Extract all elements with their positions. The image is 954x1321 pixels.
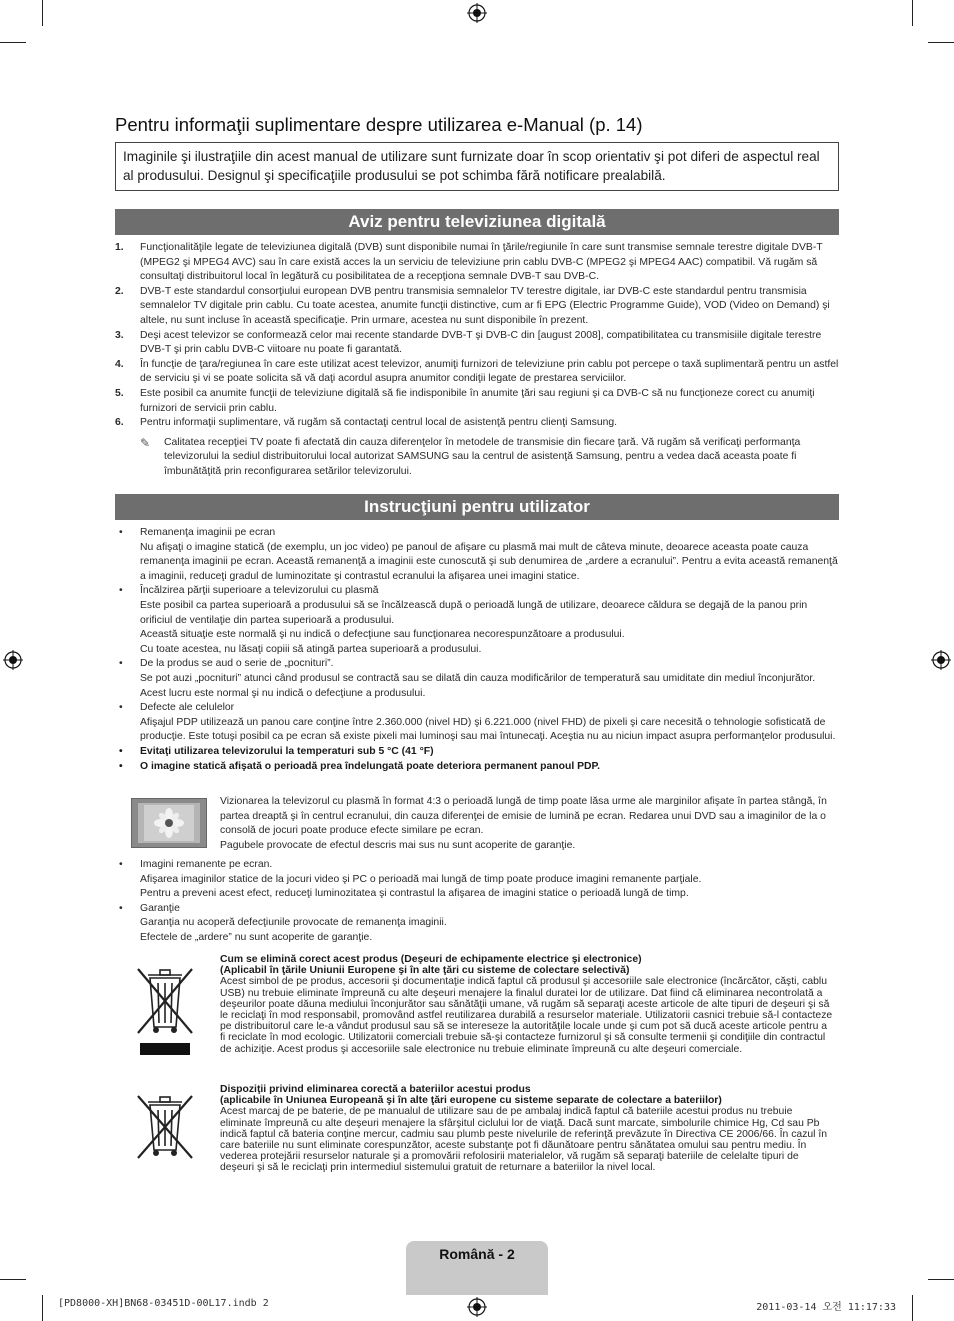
crop-mark <box>42 0 43 26</box>
disclaimer-box: Imaginile şi ilustraţiile din acest manual de utilizare sunt furnizate doar în scop orientativ şi pot diferi de aspectul real al produsului. Designul şi specificaţiile produsului se pot schimba fără notificare prealabilă. <box>115 142 839 191</box>
list-item: • Defecte ale celulelor Afişajul PDP utilizează un panou care conţine între 2.360.000 (nivel HD) şi 6.221.000 (nivel FHD) de pixeli şi care necesită o tehnologie sofisticată de producţie. Este totuşi posibil ca pe ecran să existe pixeli mai luminoşi sau mai întunecaţi. Aceştia nu au niciun impact asupra performanţelor produsului. <box>119 702 836 743</box>
list-item: 2. DVB-T este standardul consorţiului european DVB pentru transmisia semnalelor TV terestre digitale, iar DVB-C este standardul pentru transmisia semnalelor TV digitale prin cablu. Cu toate acestea, anumite funcţii distinctive, cum ar fi EPG (Electric Programme Guide), VOD (Video on Demand) şi altele, nu sunt incluse în această specificaţie. Prin urmare, acestea nu sunt disponibile în prezent. <box>115 285 830 326</box>
tv-screen-illustration-icon <box>131 798 207 848</box>
list-item: 4. În funcţie de ţara/regiunea în care este utilizat acest televizor, anumiţi furnizori de televiziune prin cablu pot percepe o taxă suplimentară pentru un astfel de serviciu şi vi se poate solicita să vă daţi acordul asupra anumitor condiţii legate de prestarea serviciilor. <box>115 358 839 385</box>
memo-pencil-icon: ✎ <box>140 435 151 450</box>
list-item: • De la produs se aud o serie de „pocnituri”. Se pot auzi „pocnituri” atunci când produsul se contractă sau se dilată din cauza modificărilor de temperatură sau umiditate din mediul înconjurător. Acest lucru este normal şi nu indică o defecţiune a produsului. <box>119 658 816 699</box>
crop-mark <box>928 1279 954 1280</box>
crop-mark <box>0 42 26 43</box>
section-banner-user-instructions: Instrucţiuni pentru utilizator <box>115 494 839 520</box>
page-heading: Pentru informaţii suplimentare despre utilizarea e-Manual (p. 14) <box>115 114 643 135</box>
list-item: • Imagini remanente pe ecran. Afişarea imaginilor statice de la jocuri video şi PC o perioadă mai lungă de timp poate produce imagini remanente parţiale. Pentru a preveni acest efect, reduceţi luminozitatea şi contrastul la afişarea de imagini statice o perioadă lungă de timp. <box>119 859 702 900</box>
crop-mark <box>912 1295 913 1321</box>
tv-format-note: Vizionarea la televizorul cu plasmă în format 4:3 o perioadă lungă de timp poate lăsa urme ale marginilor afişate în partea stângă, în partea dreaptă şi în centrul ecranului, din cauza diferenţei de emisie de lumină pe ecran. Redarea unui DVD sau a imaginilor de la o consolă de jocuri poate produce efecte similare pe ecran. Pagubele provocate de efectul descris mai sus nu sunt acoperite de garanţie. <box>220 796 827 851</box>
reception-note: ✎ Calitatea recepţiei TV poate fi afectată din cauza diferenţelor în metodele de transmisie din fiecare ţară. Vă rugăm să verificaţi performanţa televizorului la sediul distribuitorului local autorizat SAMSUNG sau la centrul de asistenţă Samsung, pentru a vedea dacă aceasta poate fi îmbunătăţită prin reconfigurarea setărilor televizorului. <box>140 436 839 480</box>
crop-mark <box>42 1295 43 1321</box>
user-instructions-list <box>115 526 839 774</box>
list-item: • Garanţie Garanţia nu acoperă defecţiunile provocate de remanenţa imaginii. Efectele de „ardere” nu sunt acoperite de garanţie. <box>119 902 447 943</box>
weee-disposal-text: Cum se elimină corect acest produs (Deşeuri de echipamente electrice şi electronice) (Aplicabil în ţările Uniunii Europene şi în alte ţări cu sisteme de colectare selectivă) Acest simbol de pe produs, accesorii şi documentaţie indică faptul că produsul şi accesoriile sale electronice (încărcător, căşti, cablu USB) nu trebuie eliminate împreună cu alte deşeuri menajere la finalul duratei lor de utilizare. Dat fiind că eliminarea necontrolată a deşeurilor poate dăuna mediului înconjurător sau sănătăţii umane, vă rugăm să separaţi aceste articole de alte tipuri de deşeuri şi să le reciclaţi în mod responsabil, promovând astfel reutilizarea durabilă a resurselor materiale. Utilizatorii casnici trebuie să-l contacteze pe distribuitorul care le-a vândut produsul sau să se intereseze la autorităţile locale unde şi cum pot să ducă aceste articole pentru a fi reciclate în mod ecologic. Utilizatorii comerciali trebuie să-şi contacteze furnizorul şi să consulte termenii şi condiţiile din contractul de achiziţie. Acest produs şi accesoriile sale electronice nu trebuie eliminate împreună cu alte deşeuri comerciale. <box>220 954 833 1055</box>
list-item: • Încălzirea părţii superioare a televizorului cu plasmă Este posibil ca partea superioară a produsului să se încălzească după o perioadă lungă de utilizare, deoarece căldura se degajă de la panou prin orificiul de ventilaţie din partea superioară a produsului. Această situaţie este normală şi nu indică o defecţiune sau funcţionarea necorespunzătoare a produsului. Cu toate acestea, nu lăsaţi copiii să atingă partea superioară a produsului. <box>119 585 808 655</box>
crop-mark <box>928 42 954 43</box>
crossed-out-bin-icon <box>134 963 196 1057</box>
list-item: 5. Este posibil ca anumite funcţii de televiziune digitală să fie indisponibile în anumite ţări sau regiuni şi ca DVB-C să nu funcţioneze corect cu anumiţi furnizori de servicii prin cablu. <box>115 387 815 414</box>
list-item: 1. Funcţionalităţile legate de televiziunea digitală (DVB) sunt disponibile numai în ţările/regiunile în care sunt transmise semnale terestre digitale DVB-T (MPEG2 şi MPEG4 AVC) sau în care există acces la un serviciu de televiziune prin cablu DVB-C (MPEG2 şi MPEG4 AAC) compatibil. Vă rugăm să consultaţi distribuitorul local în legătură cu posibilitatea de a recepţiona semnale DVB-T sau DVB-C. <box>115 242 823 283</box>
list-item: • O imagine statică afişată o perioadă prea îndelungată poate deteriora permanent panoul PDP. <box>119 760 601 772</box>
registration-mark-icon <box>467 1297 487 1317</box>
section-banner-digital-tv: Aviz pentru televiziunea digitală <box>115 209 839 235</box>
list-item: 3. Deşi acest televizor se conformează celor mai recente standarde DVB-T şi DVB-C din [august 2008], compatibilitatea cu transmisiile digitale terestre DVB-T şi prin cablu DVB-C viitoare nu poate fi garantată. <box>115 329 822 356</box>
battery-disposal-text: Dispoziţii privind eliminarea corectă a bateriilor acestui produs (aplicabile în Uniunea Europeană şi în alte ţări europene cu sisteme separate de colectare a bateriilor) Acest marcaj de pe baterie, de pe manualul de utilizare sau de pe ambalaj indică faptul că bateriile acestui produs nu trebuie eliminate împreună cu alte deşeuri menajere la sfârşitul ciclului lor de viaţă. Dacă sunt marcate, simbolurile chimice Hg, Cd sau Pb indică faptul că bateria conţine mercur, cadmiu sau plumb peste nivelurile de referinţă prevăzute în Directiva CE 2006/66. În cazul în care bateriile nu sunt eliminate corespunzător, aceste substanţe pot fi dăunătoare pentru sănătatea omului sau pentru mediu. În vederea protejării resurselor naturale şi a promovării refolosirii materialelor, vă rugăm să separaţi bateriile de celelalte tipuri de deşeuri şi să le reciclaţi prin intermediul sistemului gratuit de returnare a bateriilor la nivel local. <box>220 1084 828 1174</box>
list-item: • Evitaţi utilizarea televizorului la temperaturi sub 5 °C (41 °F) <box>119 745 434 757</box>
crossed-out-battery-bin-icon <box>134 1092 196 1162</box>
page-number: Română - 2 <box>439 1246 515 1262</box>
crop-mark <box>0 1279 26 1280</box>
list-item: 6. Pentru informaţii suplimentare, vă rugăm să contactaţi centrul local de asistenţă pentru clienţi Samsung. <box>115 417 618 429</box>
list-item: • Remanenţa imaginii pe ecran Nu afişaţi o imagine statică (de exemplu, un joc video) pe panoul de afişare cu plasmă mai mult de câteva minute, deoarece aceasta poate cauza remanenţa imaginii pe ecran. Această remanenţă a imaginii este cunoscută şi sub denumirea de „ardere a ecranului”. Pentru a evita această remanenţă a imaginii, reduceţi gradul de luminozitate şi contrastul ecranului la afişarea unei imagini statice. <box>119 527 838 582</box>
user-instructions-list-2 <box>115 858 839 946</box>
registration-mark-icon <box>3 650 23 670</box>
digital-notice-list <box>115 241 839 480</box>
print-file-info: [PD8000-XH]BN68-03451D-00L17.indb 2 <box>58 1298 269 1309</box>
registration-mark-icon <box>931 650 951 670</box>
crop-mark <box>912 0 913 26</box>
print-timestamp: 2011-03-14 오전 11:17:33 <box>756 1302 896 1313</box>
registration-mark-icon <box>467 3 487 23</box>
